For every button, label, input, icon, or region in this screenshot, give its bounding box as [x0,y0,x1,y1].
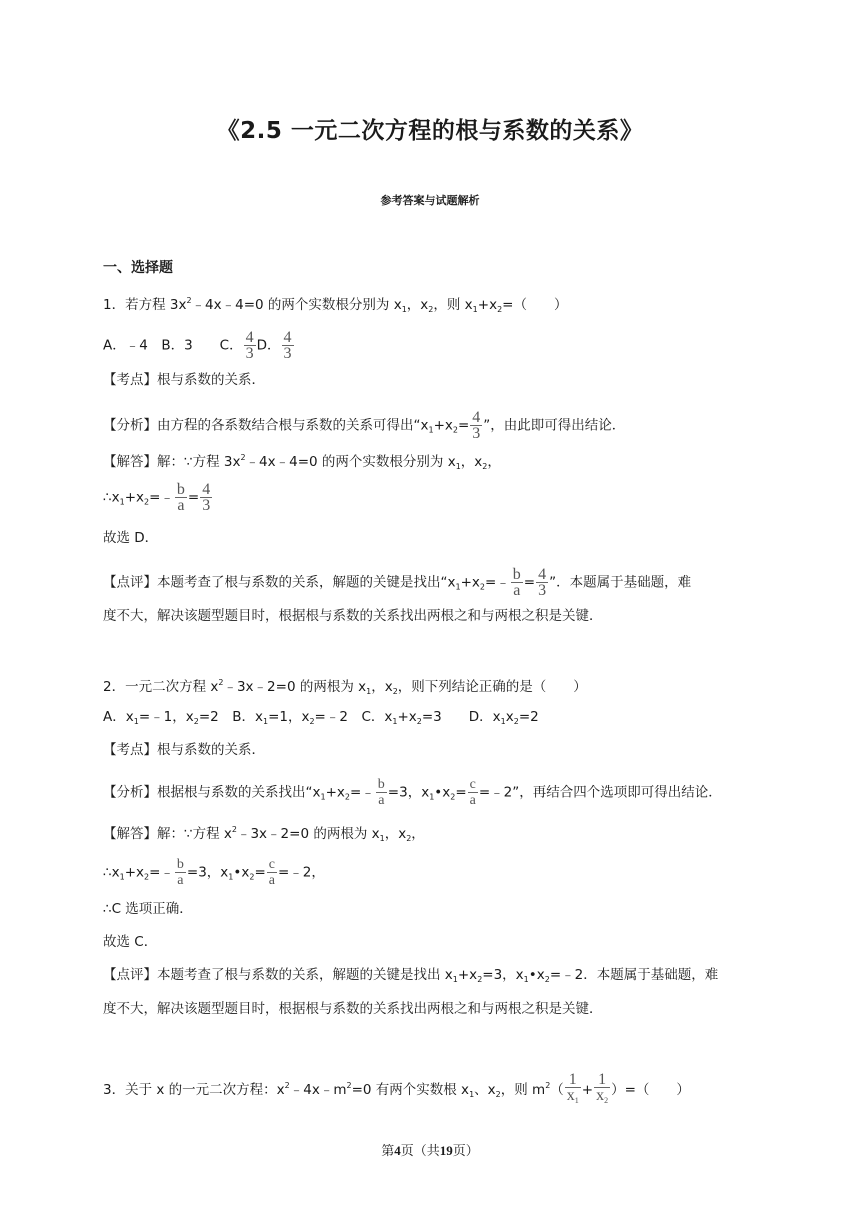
q1-dianping-cont: 度不大，解决该题型题目时，根据根与系数的关系找出两根之和与两根之积是关键． [103,608,603,624]
q2-stem: 2．一元二次方程 $x^2﹣3x﹣2=0$ 的两根为 $x_1$，$x_2$，则下列结论正确的是（ ） [103,678,587,696]
q2-c-correct: ∴C 选项正确． [103,901,193,917]
q2-kaodian: 【考点】根与系数的关系． [103,742,265,758]
q1-options: A．﹣4 B．3 C． $\frac{4}{3}$ D． $\frac{4}{3}$ [103,329,292,362]
fraction: $\frac{4}{3}$ [245,329,254,362]
q1-fenxi: 【分析】由方程的各系数结合根与系数的关系可得出“$x_1+x_2=$ $\frac{4}{3}$ ”，由此即可得出结论． [103,409,626,442]
fraction: $\frac{1}{x_2}$ [596,1071,609,1105]
q1-dianping: 【点评】本题考查了根与系数的关系，解题的关键是找出“$x_1+x_2=﹣$ $\frac{b}{a}$ = $\frac{4}{3}$ ”．本题属于基础题，难 [103,566,692,599]
fraction: $\frac{b}{a}$ [377,777,385,808]
fraction: $\frac{1}{x_1}$ [566,1071,579,1105]
fraction: $\frac{4}{3}$ [538,566,547,599]
section-heading: 一、选择题 [103,260,173,276]
page-title: 《2.5 一元二次方程的根与系数的关系》 [216,118,644,144]
fraction: $\frac{b}{a}$ [176,481,185,514]
fraction: $\frac{4}{3}$ [202,481,211,514]
q2-options: A．$x_1=﹣1$，$x_2=2$ B．$x_1=1$，$x_2=﹣2$ C．$x_1+x_2=3$ D．$x_1x_2=2$ [103,709,539,726]
q2-dianping: 【点评】本题考查了根与系数的关系，解题的关键是找出 $x_1+x_2=3$，$x_1•x_2=﹣2$．本题属于基础题，难 [103,967,719,984]
fraction: $\frac{4}{3}$ [283,329,292,362]
q3-stem: 3．关于 x 的一元二次方程：$x^2﹣4x﹣m^2=0$ 有两个实数根 $x_1$、$x_2$，则 $m^2$（ $\frac{1}{x_1}$ + $\frac{1}{x_2}$ ）=（ ） [103,1072,690,1108]
q2-therefore: $\therefore x_1+x_2=﹣$ $\frac{b}{a}$ =3，$x_1•x_2=$ $\frac{c}{a}$ =﹣2， [103,857,325,888]
q2-answer: 故选 C． [103,934,158,950]
fraction: $\frac{b}{a}$ [176,857,184,888]
q1-therefore: $\therefore x_1+x_2=﹣$ $\frac{b}{a}$ = $\frac{4}{3}$ [103,481,211,514]
q1-kaodian: 【考点】根与系数的关系． [103,372,265,388]
fraction: $\frac{b}{a}$ [512,566,521,599]
q1-stem: 1．若方程 $3x^2﹣4x﹣4=0$ 的两个实数根分别为 $x_1$，$x_2$，则 $x_1+x_2=$（ ） [103,296,568,314]
q2-dianping-cont: 度不大，解决该题型题目时，根据根与系数的关系找出两根之和与两根之积是关键． [103,1001,603,1017]
page-footer: 第4页（共19页） [381,1143,479,1158]
page-subtitle: 参考答案与试题解析 [380,194,480,207]
q2-fenxi: 【分析】根据根与系数的关系找出“$x_1+x_2=﹣$ $\frac{b}{a}$ =3，$x_1•x_2=$ $\frac{c}{a}$ =﹣2”，再结合四个选项即可得出结论． [103,777,722,808]
q2-jieda: 【解答】解：∵方程 $x^2﹣3x﹣2=0$ 的两根为 $x_1$，$x_2$， [103,825,425,843]
fraction: $\frac{4}{3}$ [472,409,481,442]
fraction: $\frac{c}{a}$ [268,857,275,888]
q1-answer: 故选 D． [103,530,159,546]
fraction: $\frac{c}{a}$ [469,777,476,808]
q1-jieda: 【解答】解：∵方程 $3x^2﹣4x﹣4=0$ 的两个实数根分别为 $x_1$，$x_2$， [103,453,501,471]
